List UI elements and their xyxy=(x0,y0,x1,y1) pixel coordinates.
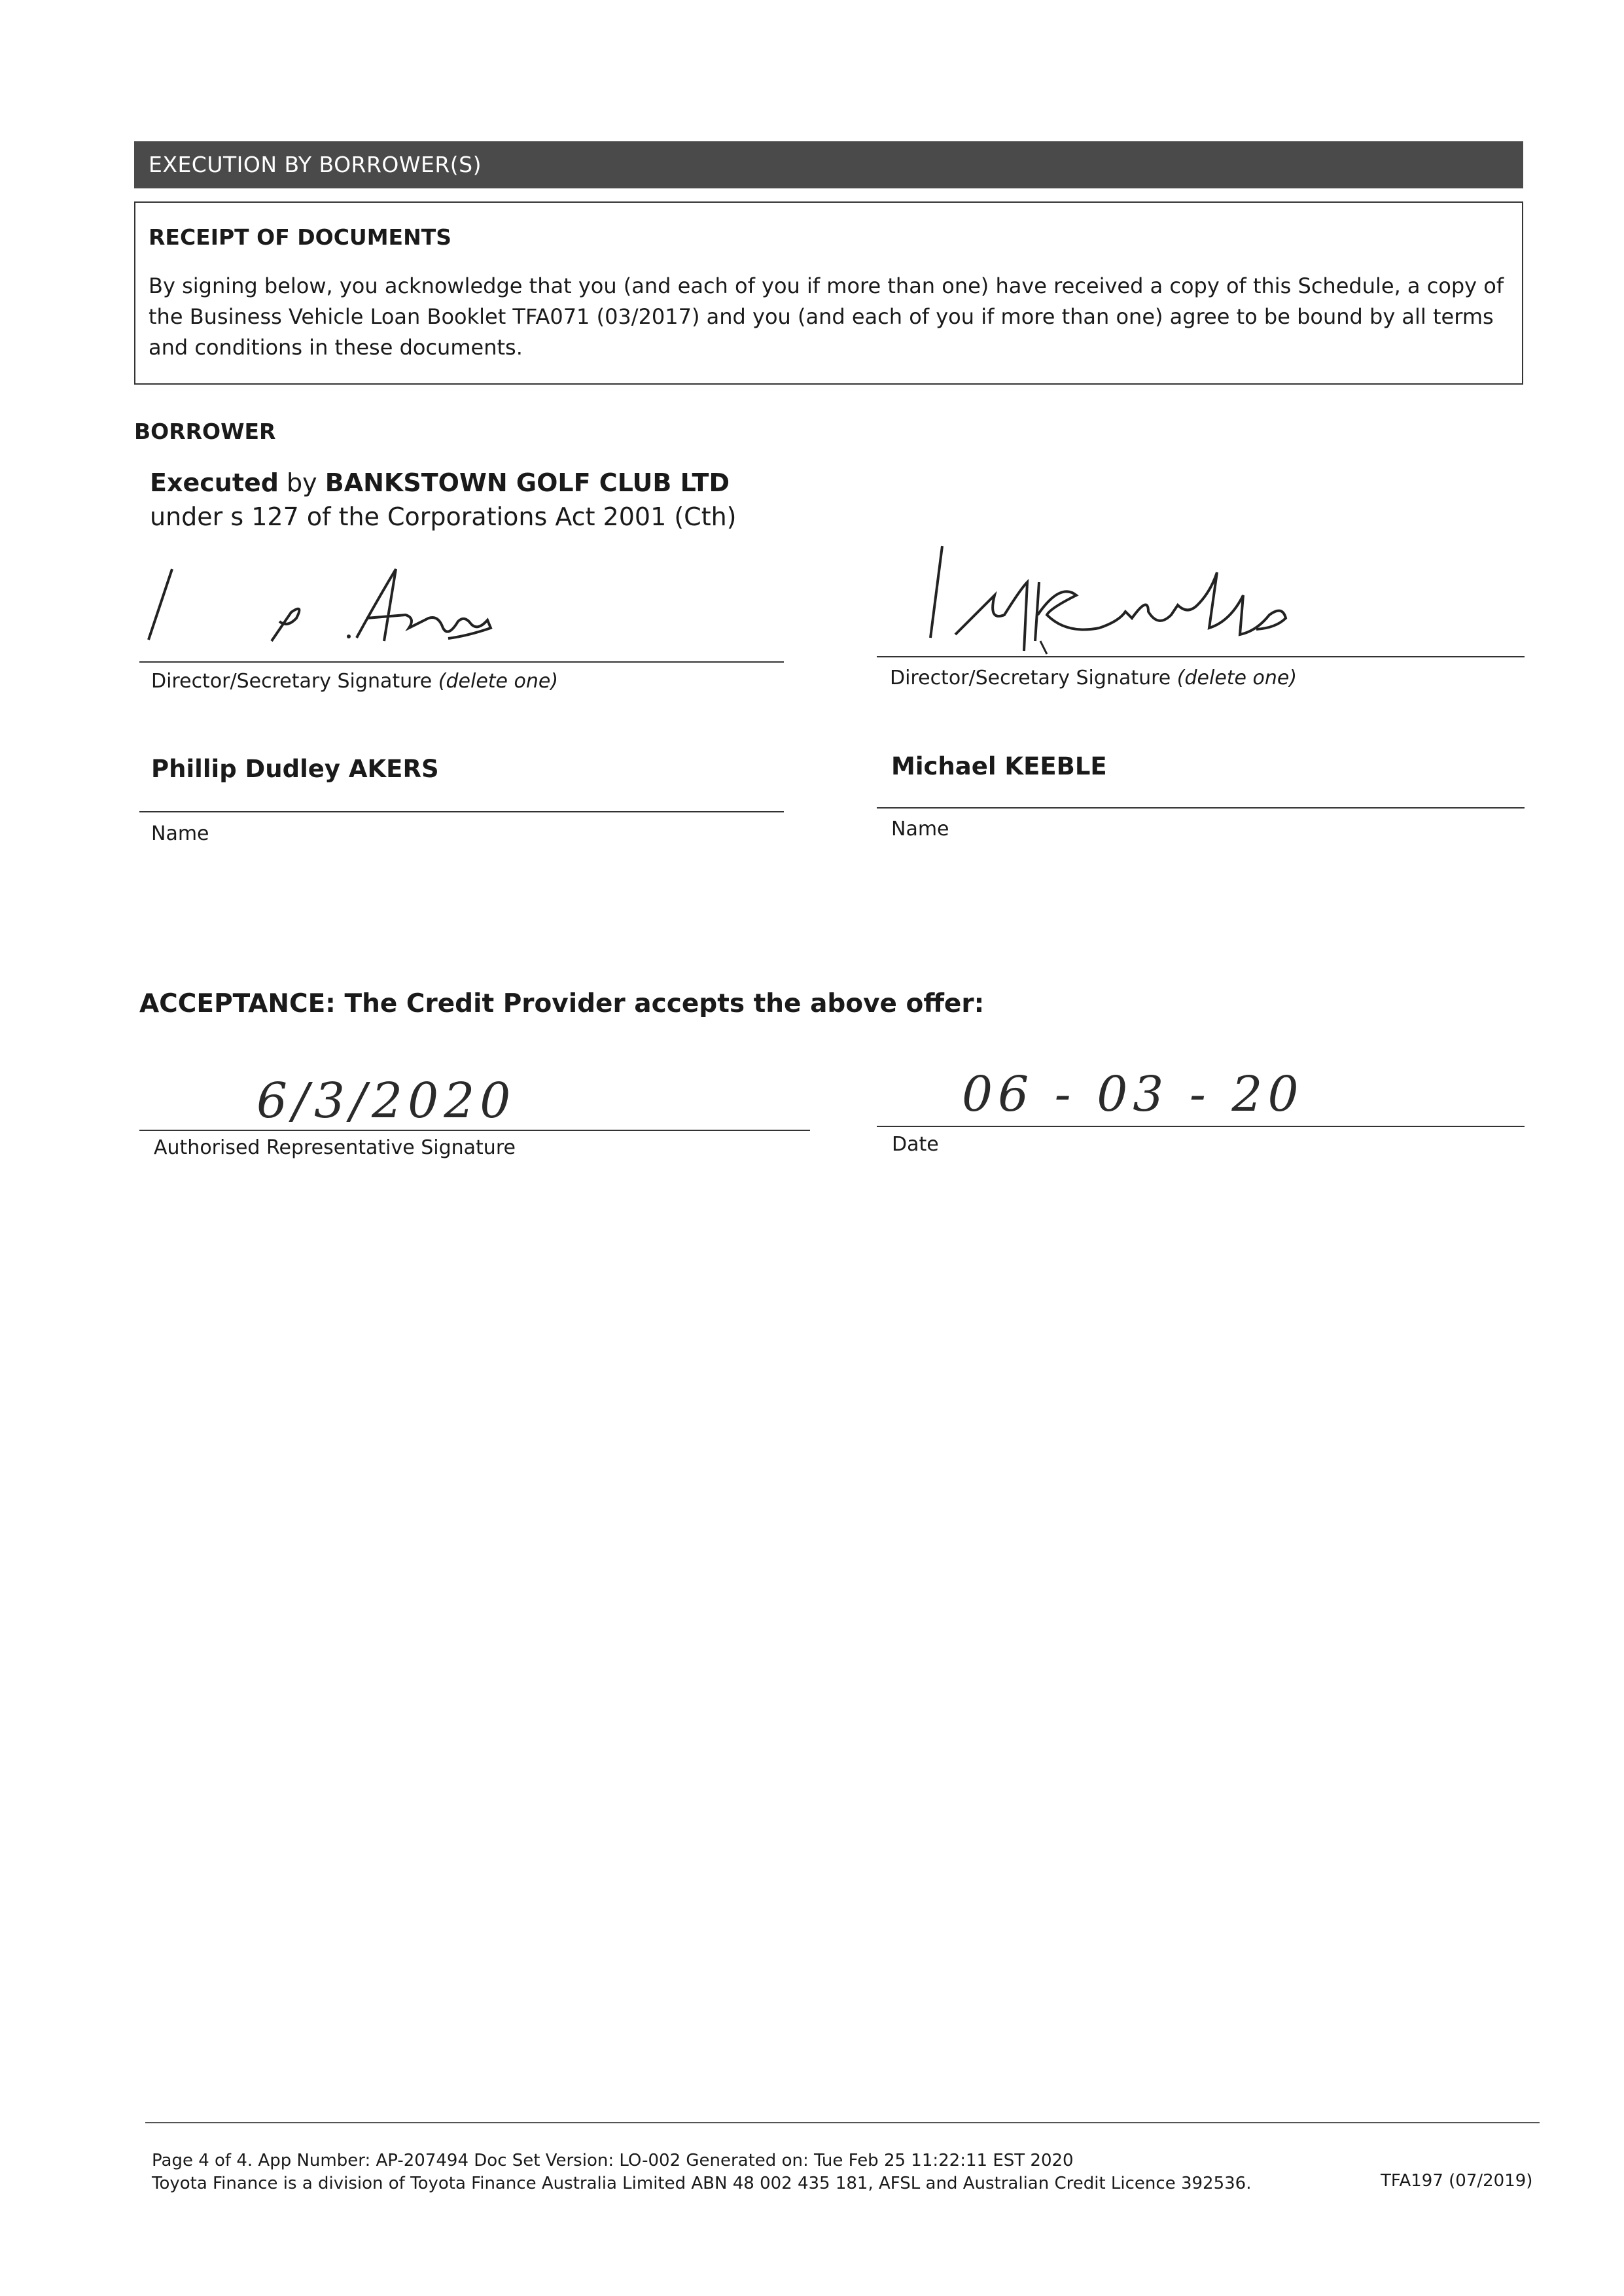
footer-text xyxy=(152,2149,1251,2195)
caption-note: (delete one) xyxy=(1176,667,1297,689)
name-caption-2: Name xyxy=(891,818,949,841)
acceptance-heading: ACCEPTANCE: The Credit Provider accepts the above offer: xyxy=(139,989,985,1018)
receipt-text: By signing below, you acknowledge that you (and each of you if more than one) have received a copy of this Schedule, a copy of the Business Vehicle Loan Booklet TFA071 (03/2017) and you (and each of you if more than one) agree to be bound by all terms and conditions in these documents. xyxy=(149,273,1504,360)
acceptance-date-value: 06 - 03 - 20 xyxy=(962,1066,1304,1122)
signature-caption-1 xyxy=(151,670,558,693)
caption-text: Director/Secretary Signature xyxy=(890,667,1171,689)
form-code: TFA197 (07/2019) xyxy=(1381,2171,1533,2191)
date-line xyxy=(877,1126,1525,1127)
signature-line-2 xyxy=(877,656,1525,657)
execution-clause xyxy=(150,466,791,534)
signature-line-1 xyxy=(139,661,784,663)
name-line-2 xyxy=(877,807,1525,809)
representative-signature-caption: Authorised Representative Signature xyxy=(154,1136,516,1159)
caption-note: (delete one) xyxy=(438,670,559,693)
name-caption-1: Name xyxy=(151,822,209,845)
executed-word: Executed xyxy=(150,468,279,497)
signature-akers xyxy=(141,556,507,667)
borrower-label: BORROWER xyxy=(134,419,276,444)
footer-line-2: Toyota Finance is a division of Toyota Finance Australia Limited ABN 48 002 435 181, AFSL and Australian Credit Licence 392536. xyxy=(152,2174,1252,2193)
section-header-bar: EXECUTION BY BORROWER(S) xyxy=(134,141,1523,188)
signatory-1-name: Phillip Dudley AKERS xyxy=(151,755,439,783)
date-caption: Date xyxy=(892,1133,939,1156)
signatory-2-name: Michael KEEBLE xyxy=(891,752,1107,780)
footer-rule xyxy=(145,2122,1540,2123)
representative-signature-value: 6/3/2020 xyxy=(256,1073,516,1129)
company-name: BANKSTOWN GOLF CLUB LTD xyxy=(325,468,730,497)
name-line-1 xyxy=(139,811,784,812)
representative-signature-line xyxy=(139,1130,810,1131)
signature-keeble xyxy=(890,543,1322,661)
caption-text: Director/Secretary Signature xyxy=(151,670,432,693)
executed-by: by xyxy=(278,468,325,497)
footer-line-1: Page 4 of 4. App Number: AP-207494 Doc Set Version: LO-002 Generated on: Tue Feb 25 11:22:11 EST 2020 xyxy=(152,2151,1074,2170)
executed-suffix: under s 127 of the Corporations Act 2001 (Cth) xyxy=(150,502,737,531)
signature-caption-2 xyxy=(890,667,1297,689)
receipt-title: RECEIPT OF DOCUMENTS xyxy=(149,224,451,250)
